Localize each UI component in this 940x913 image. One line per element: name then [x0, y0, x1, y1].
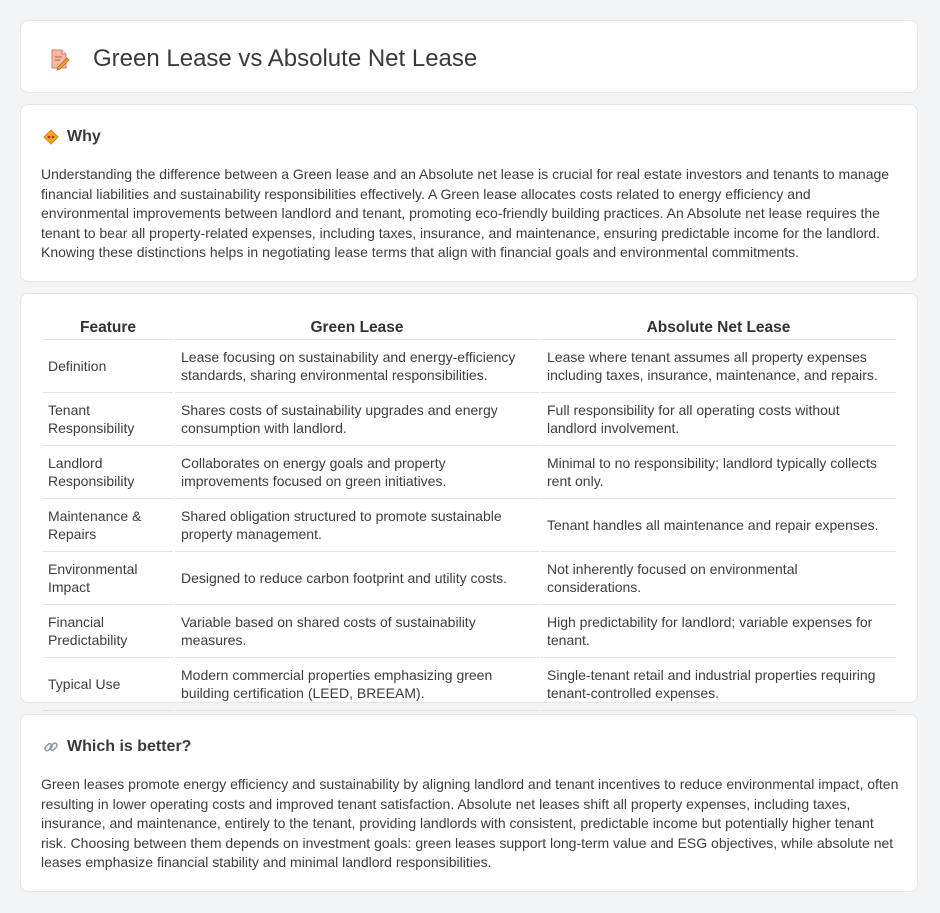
row-green-lease: Lease focusing on sustainability and energy-efficiency standards, sharing environmental responsibilities. [175, 342, 539, 393]
header-feature: Feature [43, 318, 173, 340]
row-feature: Financial Predictability [43, 607, 173, 658]
row-feature: Tenant Responsibility [43, 395, 173, 446]
row-absolute-net-lease: High predictability for landlord; variable expenses for tenant. [541, 607, 896, 658]
table-row [43, 660, 896, 711]
row-absolute-net-lease: Lease where tenant assumes all property expenses including taxes, insurance, maintenance, and repairs. [541, 342, 896, 393]
title-card [20, 20, 918, 93]
row-feature: Definition [43, 342, 173, 393]
row-absolute-net-lease: Minimal to no responsibility; landlord typically collects rent only. [541, 448, 896, 499]
table-row [43, 554, 896, 605]
row-green-lease: Shared obligation structured to promote sustainable property management. [175, 501, 539, 552]
comparison-table-card [20, 293, 918, 703]
row-feature: Maintenance & Repairs [43, 501, 173, 552]
row-feature: Landlord Responsibility [43, 448, 173, 499]
row-absolute-net-lease: Single-tenant retail and industrial properties requiring tenant-controlled expenses. [541, 660, 896, 711]
row-absolute-net-lease: Full responsibility for all operating costs without landlord involvement. [541, 395, 896, 446]
table-row [43, 448, 896, 499]
comparison-table [41, 316, 898, 713]
which-is-better-section [20, 714, 918, 892]
row-green-lease: Designed to reduce carbon footprint and utility costs. [175, 554, 539, 605]
row-absolute-net-lease: Tenant handles all maintenance and repair expenses. [541, 501, 896, 552]
row-green-lease: Shares costs of sustainability upgrades and energy consumption with landlord. [175, 395, 539, 446]
header-absolute-net-lease: Absolute Net Lease [541, 318, 896, 340]
better-text: Green leases promote energy efficiency and sustainability by aligning landlord and tenant incentives to reduce environmental impact, often resulting in lower operating costs and improved tenant satisfaction. Absolute net leases shift all property expenses, including taxes, insurance, and maintenance, entirely to the tenant, providing landlords with consistent, predictable income but potentially higher tenant risk. Choosing between them depends on investment goals: green leases support long-term value and ESG objectives, while absolute net leases emphasize financial stability and minimal landlord responsibilities. [41, 776, 899, 870]
page-title: Green Lease vs Absolute Net Lease [93, 45, 478, 72]
table-row [43, 607, 896, 658]
table-row [43, 342, 896, 393]
row-green-lease: Collaborates on energy goals and property improvements focused on green initiatives. [175, 448, 539, 499]
better-heading: Which is better? [67, 738, 192, 755]
why-heading: Why [67, 128, 101, 145]
why-text: Understanding the difference between a Green lease and an Absolute net lease is crucial for real estate investors and tenants to manage financial liabilities and sustainability responsibilities effectively. A Green lease allocates costs related to energy efficiency and environmental improvements between landlord and tenant, promoting eco-friendly building practices. An Absolute net lease requires the tenant to bear all property-related expenses, including taxes, insurance, and maintenance, ensuring predictable income for the landlord. Knowing these distinctions helps in negotiating lease terms that align with financial goals and environmental commitments. [41, 166, 890, 260]
link-icon [43, 739, 59, 755]
row-green-lease: Modern commercial properties emphasizing green building certification (LEED, BREEAM). [175, 660, 539, 711]
row-absolute-net-lease: Not inherently focused on environmental considerations. [541, 554, 896, 605]
row-green-lease: Variable based on shared costs of sustainability measures. [175, 607, 539, 658]
document-pencil-icon [47, 47, 71, 71]
table-row [43, 501, 896, 552]
row-feature: Typical Use [43, 660, 173, 711]
why-section [20, 104, 918, 282]
table-row [43, 395, 896, 446]
header-green-lease: Green Lease [175, 318, 539, 340]
diamond-sign-icon [43, 129, 59, 145]
table-header-row [43, 318, 896, 340]
row-feature: Environmental Impact [43, 554, 173, 605]
